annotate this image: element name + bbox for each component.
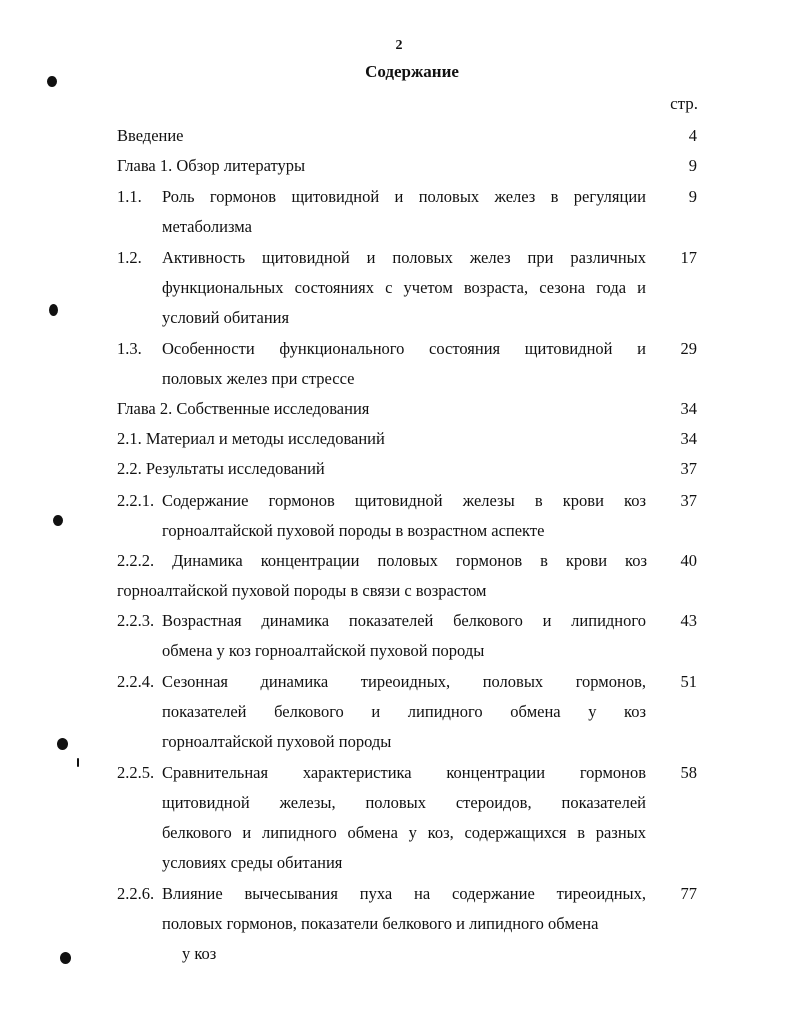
- toc-entry-number: 1.3.: [117, 339, 142, 358]
- toc-entry-line: функциональных состояниях с учетом возраста, сезона года и: [162, 278, 646, 297]
- toc-page-number: 17: [680, 248, 697, 267]
- toc-page-number: 9: [688, 156, 697, 175]
- toc-page-number: 37: [680, 459, 697, 478]
- toc-page-number: 43: [680, 611, 697, 630]
- toc-page-number: 4: [688, 126, 697, 145]
- toc-entry-number: 1.2.: [117, 248, 142, 267]
- toc-entry-line: показателей белкового и липидного обмена у коз: [162, 702, 646, 721]
- toc-page-number: 51: [680, 672, 697, 691]
- toc-entry-line: Особенности функционального состояния щитовидной и: [162, 339, 646, 358]
- toc-entry-line: у коз: [182, 944, 217, 963]
- toc-entry-line: Активность щитовидной и половых желез при различных: [162, 248, 646, 267]
- toc-entry-line: горноалтайской пуховой породы в связи с возрастом: [117, 581, 487, 600]
- toc-entry-number: 2.2.1.: [117, 491, 155, 510]
- toc-entry-line: Сравнительная характеристика концентрации гормонов: [162, 763, 646, 782]
- toc-entry-number: 2.2.6.: [117, 884, 155, 903]
- toc-entry-title: Введение: [117, 126, 184, 145]
- toc-entry-title: 2.2. Результаты исследований: [117, 459, 325, 478]
- toc-entry-line: условий обитания: [162, 308, 290, 327]
- toc-page-number: 40: [680, 551, 697, 570]
- toc-page-number: 58: [680, 763, 697, 782]
- scan-hole-mark: [47, 76, 57, 87]
- toc-entry-line: горноалтайской пуховой породы: [162, 732, 392, 751]
- toc-entry-line: метаболизма: [162, 217, 252, 236]
- toc-entry-line: 2.2.2. Динамика концентрации половых гормонов в крови коз: [117, 551, 647, 570]
- toc-entry-number: 2.2.3.: [117, 611, 155, 630]
- toc-entry-line: Влияние вычесывания пуха на содержание тиреоидных,: [162, 884, 646, 903]
- toc-entry-line: щитовидной железы, половых стероидов, показателей: [162, 793, 646, 812]
- toc-entry-line: горноалтайской пуховой породы в возрастном аспекте: [162, 521, 545, 540]
- toc-entry-line: условиях среды обитания: [162, 853, 343, 872]
- toc-entry-number: 2.2.5.: [117, 763, 155, 782]
- toc-entry-title: Глава 2. Собственные исследования: [117, 399, 370, 418]
- toc-entry-number: 1.1.: [117, 187, 142, 206]
- toc-entry-line: половых гормонов, показатели белкового и липидного обмена: [162, 914, 599, 933]
- toc-page-number: 77: [680, 884, 697, 903]
- toc-page-number: 34: [680, 399, 697, 418]
- scan-hole-mark: [53, 515, 63, 526]
- toc-entry-line: Роль гормонов щитовидной и половых желез в регуляции: [162, 187, 646, 206]
- toc-entry-title: 2.1. Материал и методы исследований: [117, 429, 385, 448]
- page-column-label: стр.: [670, 94, 698, 113]
- toc-page-number: 29: [680, 339, 697, 358]
- toc-entry-number: 2.2.4.: [117, 672, 155, 691]
- toc-entry-title: Глава 1. Обзор литературы: [117, 156, 306, 175]
- toc-entry-line: половых желез при стрессе: [162, 369, 355, 388]
- toc-page-number: 34: [680, 429, 697, 448]
- toc-page-number: 37: [680, 491, 697, 510]
- page-number: 2: [395, 38, 403, 53]
- scan-hole-mark: [49, 304, 58, 316]
- toc-entry-line: обмена у коз горноалтайской пуховой породы: [162, 641, 485, 660]
- page-title: Содержание: [365, 62, 459, 81]
- toc-entry-line: Содержание гормонов щитовидной железы в крови коз: [162, 491, 646, 510]
- scan-hole-mark: [57, 738, 68, 750]
- toc-page-number: 9: [688, 187, 697, 206]
- toc-entry-line: белкового и липидного обмена у коз, содержащихся в разных: [162, 823, 646, 842]
- scan-speck: [77, 758, 79, 767]
- toc-entry-line: Сезонная динамика тиреоидных, половых гормонов,: [162, 672, 646, 691]
- toc-entry-line: Возрастная динамика показателей белкового и липидного: [162, 611, 646, 630]
- scan-hole-mark: [60, 952, 71, 964]
